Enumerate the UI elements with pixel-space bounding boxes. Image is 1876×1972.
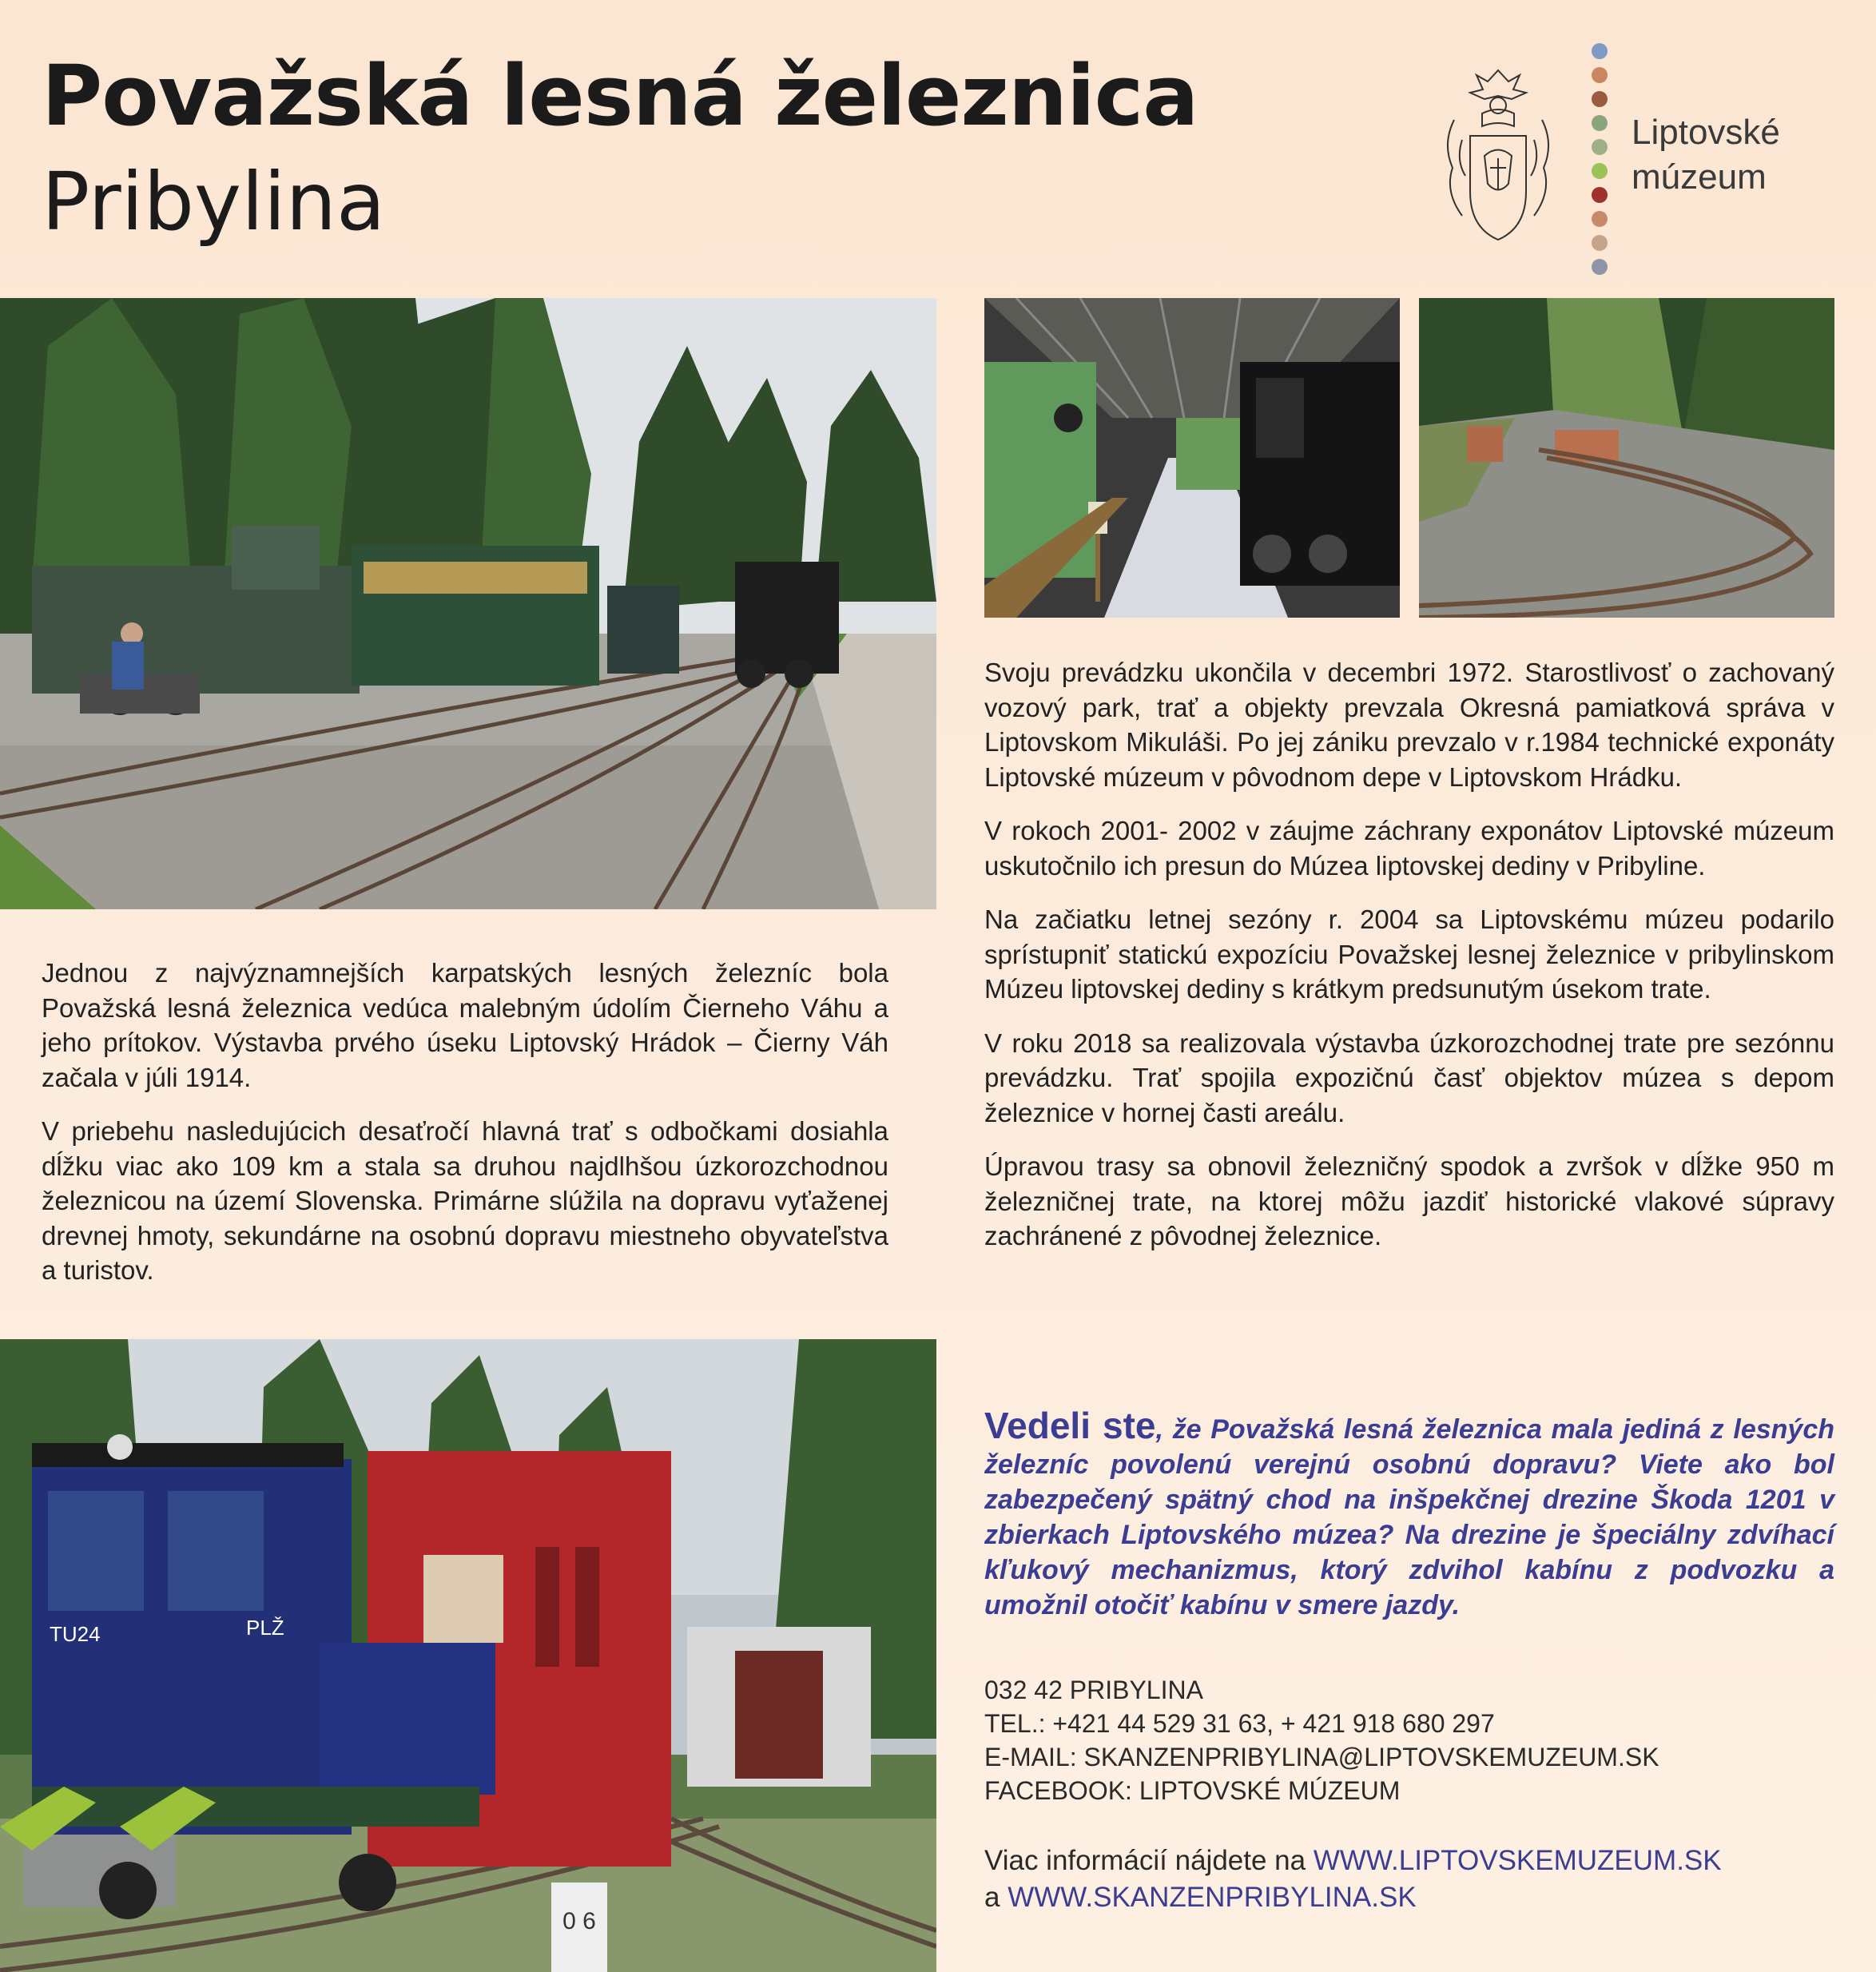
more-text-2: a [984,1882,1008,1913]
left-paragraph-2: V priebehu nasledujúcich desaťročí hlavná trať s odbočkami dosiahla dĺžku viac ako 109 km a stala sa druhou najdlhšou úzkorozchodnou železnicou na území Slovenska. Primárne slúžila na dopravu vyťaženej drevnej hmoty, sekundárne na osobnú dopravu miestneho obyvateľstva a turistov. [42,1116,888,1285]
color-dots [1592,43,1612,283]
dot-icon [1592,91,1608,107]
loco-name-label: PLŽ [246,1616,284,1640]
right-paragraph-3: Na začiatku letnej sezóny r. 2004 sa Liptovskému múzeu podarilo sprístupniť statickú expozíciu Považskej lesnej železnice v pribylinskom Múzeu liptovskej dediny s krátkym predsunutým úsekom trate. [984,904,1834,1004]
more-info [984,1843,1834,1916]
photo-depot-interior [984,298,1400,618]
logo-line2: múzeum [1632,157,1767,197]
dot-icon [1592,115,1608,131]
did-you-know-lead: Vedeli ste [984,1405,1156,1446]
left-text-column [42,956,888,1307]
coat-of-arms-icon [1438,64,1558,248]
page-subtitle: Pribylina [42,155,386,248]
left-paragraph-1: Jednou z najvýznamnejších karpatských lesných železníc bola Považská lesná železnica vedúca malebným údolím Čierneho Váhu a jeho prítokov. Výstavba prvého úseku Liptovský Hrádok – Čierny Váh začala v júli 1914. [42,958,888,1092]
right-text-column [984,655,1834,1273]
dot-icon [1592,67,1608,83]
skanzen-website-link[interactable]: WWW.SKANZENPRIBYLINA.SK [1008,1882,1417,1913]
photo-curving-track [1419,298,1834,618]
page-title: Považská lesná železnica [42,47,1198,145]
right-paragraph-1: Svoju prevádzku ukončila v decembri 1972. Starostlivosť o zachovaný vozový park, trať a objekty prevzala Okresná pamiatková správa v Liptovskom Mikuláši. Po jej zániku prevzalo v r.1984 technické exponáty Liptovské múzeum v pôvodnom depe v Liptovskom Hrádku. [984,658,1834,792]
photo-blue-locomotive [0,1339,936,1972]
more-text-1: Viac informácií nájdete na [984,1845,1314,1876]
contact-block [984,1673,1834,1807]
dot-icon [1592,235,1608,251]
dot-icon [1592,211,1608,227]
logo-line1: Liptovské [1632,113,1780,152]
dot-icon [1592,43,1608,59]
photo-railway-yard [0,298,936,909]
right-paragraph-4: V roku 2018 sa realizovala výstavba úzkorozchodnej trate pre sezónnu prevádzku. Trať spojila expozičnú časť objektov múzea s depom železnice v hornej časti areálu. [984,1028,1834,1127]
contact-phone: TEL.: +421 44 529 31 63, + 421 918 680 297 [984,1709,1495,1738]
dot-icon [1592,187,1608,203]
contact-facebook: FACEBOOK: LIPTOVSKÉ MÚZEUM [984,1776,1401,1805]
loco-number-label: TU24 [50,1622,101,1646]
museum-website-link[interactable]: WWW.LIPTOVSKEMUZEUM.SK [1313,1845,1722,1876]
dot-icon [1592,139,1608,155]
museum-logo [1438,38,1806,278]
did-you-know-text: , že Považská lesná železnica mala jediná z lesných železníc povolenú verejnú osobnú dopravu? Viete ako bol zabezpečený spätný chod na inšpekčnej drezine Škoda 1201 v zbierkach Liptovského múzea? Na drezine je špeciálny zdvíhací kľukový mechanizmus, ktorý zdvihol kabínu z podvozku a umožnil otočiť kabínu v smere jazdy. [984,1414,1834,1620]
dot-icon [1592,259,1608,275]
did-you-know-box [984,1405,1834,1623]
contact-email: E-MAIL: SKANZENPRIBYLINA@LIPTOVSKEMUZEUM.SK [984,1743,1659,1771]
milestone-label: 0 6 [562,1908,596,1934]
contact-address: 032 42 PRIBYLINA [984,1676,1203,1704]
dot-icon [1592,163,1608,179]
right-paragraph-2: V rokoch 2001- 2002 v záujme záchrany exponátov Liptovské múzeum uskutočnilo ich presun do Múzea liptovskej dediny v Pribyline. [984,816,1834,881]
right-paragraph-5: Úpravou trasy sa obnovil železničný spodok a zvršok v dĺžke 950 m železničnej trate, na ktorej môžu jazdiť historické vlakové súpravy zachránené z pôvodnej železnice. [984,1151,1834,1250]
logo-text [1632,110,1780,200]
